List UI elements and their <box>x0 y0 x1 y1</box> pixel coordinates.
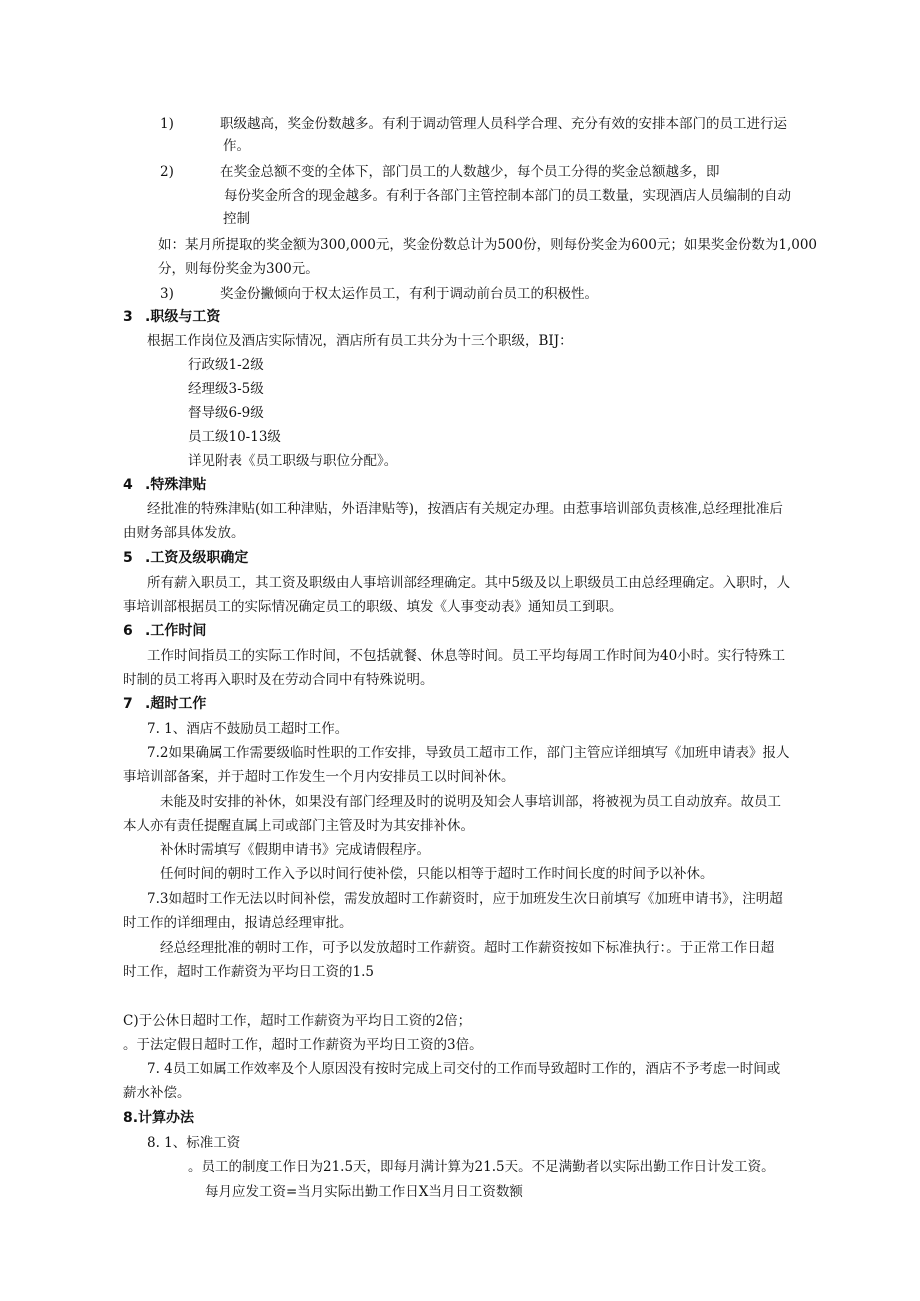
grade-item: 行政级1-2级 <box>188 357 264 373</box>
section-8-heading: 8.计算办法 <box>123 1110 195 1126</box>
overtime-leave-form: 补休时需填写《假期申请书》完成请假程序。 <box>160 842 430 858</box>
section-6-title: .工作时间 <box>145 623 207 639</box>
section-5-text: 所有薪入职员工，其工资及职级由人事培训部经理确定。其中5级及以上职级员工由总经理确定。入职时，人 <box>147 575 791 591</box>
grade-item-reference: 详见附表《员工职级与职位分配》。 <box>188 453 398 469</box>
overtime-pay-standard: 经总经理批准的朝时工作，可予以发放超时工作薪资。超时工作薪资按如下标准执行：。于正常工作日超 <box>160 940 775 956</box>
section-7-heading <box>123 694 206 714</box>
overtime-clause-3: 7.3如超时工作无法以时间补偿，需发放超时工作薪资时，应于加班发生次日前填写《加班申请书》，注明超 <box>147 891 783 907</box>
overtime-pay-standard-cont: 时工作，超时工作薪资为平均日工资的1.5 <box>123 964 374 980</box>
section-6-text: 工作时间指员工的实际工作时间，不包括就餐、休息等时间。员工平均每周工作时间为40小时。实行特殊工 <box>147 648 786 664</box>
section-4-text-cont: 由财务部具体发放。 <box>123 525 245 541</box>
grade-item: 员工级10-13级 <box>188 429 281 445</box>
section-6-text-cont: 时制的员工将再入职时及在劳动合同中有特殊说明。 <box>123 672 434 688</box>
section-4-text: 经批准的特殊津贴(如工种津贴，外语津贴等)，按酒店有关规定办理。由惹事培训部负责核准,总经理批准后 <box>147 501 783 517</box>
overtime-clause-3-cont: 时工作的详细理由，报请总经理审批。 <box>123 915 353 931</box>
point-2-text: 在奖金总额不变的全体下，部门员工的人数越少，每个员工分得的奖金总额越多，即 <box>220 164 720 180</box>
point-1-text-cont: 作。 <box>223 138 250 154</box>
overtime-clause-2-cont: 事培训部备案，并于超时工作发生一个月内安排员工以时间补休。 <box>123 769 515 785</box>
section-4-heading <box>123 475 206 495</box>
point-1-text: 职级越高，奖金份数越多。有利于调动管理人员科学合理、充分有效的安排本部门的员工进行运 <box>220 116 787 132</box>
overtime-holiday: 。于法定假日超时工作，超时工作薪资为平均日工资的3倍。 <box>123 1037 483 1053</box>
point-2-text-cont: 每份奖金所含的现金越多。有利于各部门主管控制本部门的员工数量，实现酒店人员编制的自动 <box>224 188 791 204</box>
example-text-cont: 分，则每份奖金为300元。 <box>158 261 319 277</box>
point-3-number: 3) <box>160 286 174 302</box>
overtime-compensatory-leave: 未能及时安排的补休，如果没有部门经理及时的说明及知会人事培训部，将被视为员工自动放弃。故员工 <box>160 794 781 810</box>
overtime-time-compensation: 任何时间的朝时工作入予以时间行使补偿，只能以相等于超时工作时间长度的时间予以补休。 <box>160 866 714 882</box>
section-3-title: .职级与工资 <box>145 309 221 325</box>
section-6-number: 6 <box>123 623 133 639</box>
section-5-heading <box>123 548 248 568</box>
calc-clause-1: 8. 1、标准工资 <box>147 1135 241 1151</box>
section-5-title: .工资及级职确定 <box>145 550 249 566</box>
point-2-text-cont2: 控制 <box>223 211 250 227</box>
grade-item: 督导级6-9级 <box>188 405 264 421</box>
overtime-clause-2: 7.2如果确属工作需要级临时性职的工作安排，导致员工超市工作，部门主管应详细填写《加班申请表》报人 <box>147 745 790 761</box>
overtime-clause-4-cont: 薪水补偿。 <box>123 1085 191 1101</box>
calc-formula: 每月应发工资=当月实际出勤工作日X当月日工资数额 <box>205 1184 523 1200</box>
point-1-number: 1) <box>160 116 174 132</box>
section-6-heading <box>123 621 206 641</box>
overtime-clause-4: 7. 4员工如属工作效率及个人原因没有按时完成上司交付的工作而导致超时工作的，酒店不予考虑一时间或 <box>147 1061 781 1077</box>
section-4-number: 4 <box>123 477 133 493</box>
section-3-heading <box>123 307 220 327</box>
section-3-number: 3 <box>123 309 133 325</box>
section-7-number: 7 <box>123 696 133 712</box>
point-3-text: 奖金份撇倾向于权太运作员工，有利于调动前台员工的积极性。 <box>220 286 598 302</box>
point-2-number: 2) <box>160 164 174 180</box>
section-5-text-cont: 事培训部根据员工的实际情况确定员工的职级、填发《人事变动表》通知员工到职。 <box>123 599 623 615</box>
section-5-number: 5 <box>123 550 133 566</box>
section-7-title: .超时工作 <box>145 696 207 712</box>
overtime-rest-day: C)于公休日超时工作，超时工作薪资为平均日工资的2倍； <box>123 1013 472 1029</box>
overtime-compensatory-leave-cont: 本人亦有责任提醒直属上司或部门主管及时为其安排补休。 <box>123 818 474 834</box>
section-4-title: .特殊津贴 <box>145 477 207 493</box>
grade-item: 经理级3-5级 <box>188 381 264 397</box>
example-text: 如：某月所提取的奖金额为300,000元，奖金份数总计为500份，则每份奖金为600元；如果奖金份数为1,000 <box>158 237 818 253</box>
overtime-clause-1: 7. 1、酒店不鼓励员工超时工作。 <box>147 721 349 737</box>
section-3-intro: 根据工作岗位及酒店实际情况，酒店所有员工共分为十三个职级，BIJ： <box>147 333 573 349</box>
calc-work-days: 。员工的制度工作日为21.5天，即每月满计算为21.5天。不足满勤者以实际出勤工作日计发工资。 <box>188 1159 775 1175</box>
